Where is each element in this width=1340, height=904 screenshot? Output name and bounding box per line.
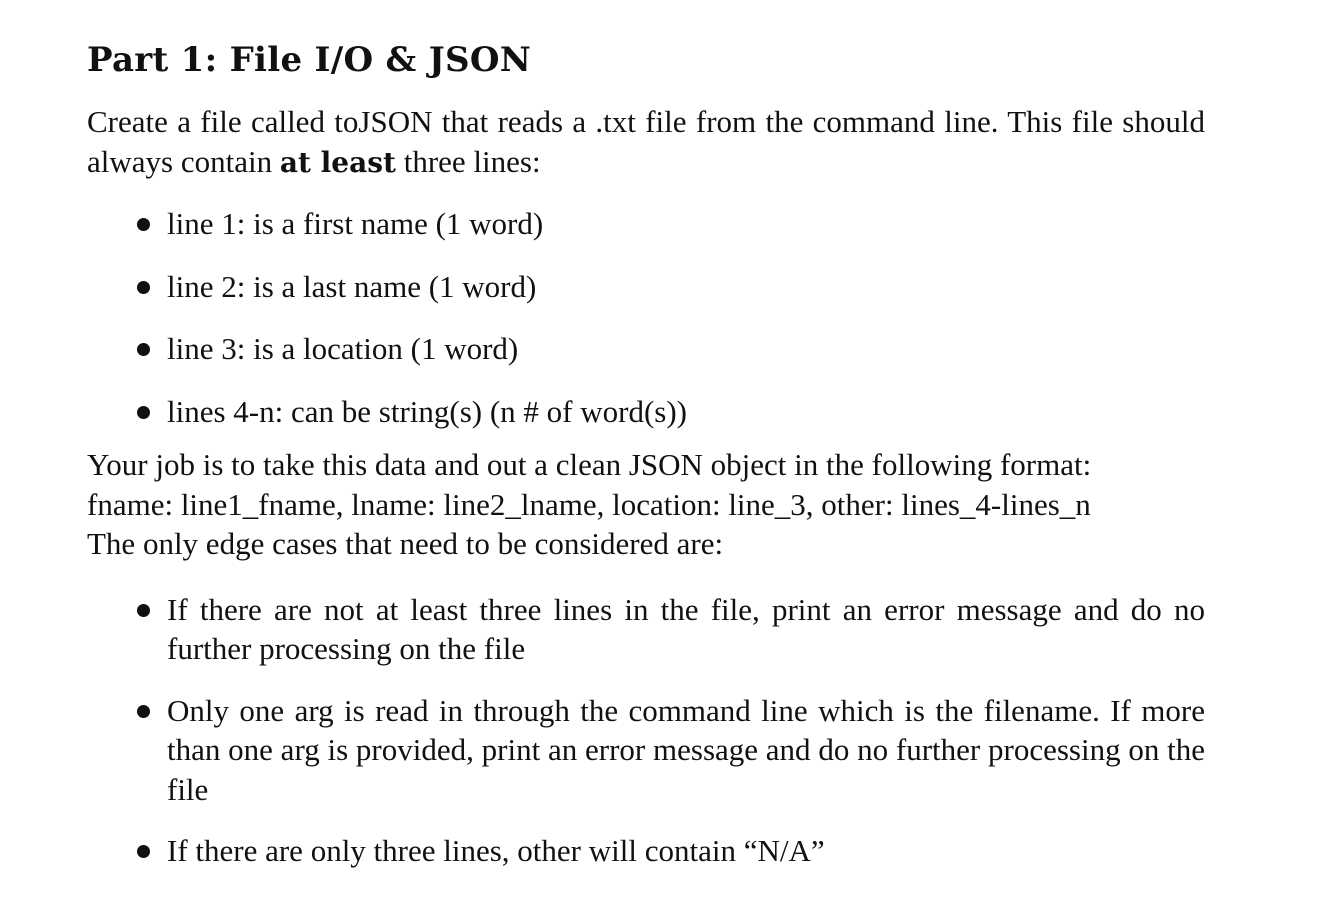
edge-case-list [87, 590, 1205, 871]
list-item [87, 590, 1205, 669]
list-item-text: line 2: is a last name (1 word) [167, 268, 537, 304]
job-line-3: The only edge cases that need to be considered are: [87, 526, 724, 561]
intro-bold-text: at least [279, 145, 396, 179]
list-item-text: lines 4-n: can be string(s) (n # of word(s)) [167, 393, 687, 429]
list-item [87, 329, 1205, 369]
bullet-icon [137, 343, 150, 356]
list-item-text: line 3: is a location (1 word) [167, 331, 519, 366]
bullet-icon [137, 406, 150, 419]
list-item-text: If there are only three lines, other will contain “N/A” [167, 833, 825, 868]
list-item [87, 831, 1205, 871]
bullet-icon [137, 281, 150, 294]
intro-paragraph [87, 102, 1205, 182]
intro-text: Create a file called toJSON that reads a .txt file from the command line. This file should always contain [87, 104, 1205, 179]
intro-text-end: three lines: [395, 143, 541, 179]
bullet-icon [137, 705, 150, 718]
list-item [87, 392, 1205, 432]
bullet-icon [137, 604, 150, 617]
job-paragraph [87, 445, 1205, 564]
list-item-text: line 1: is a first name (1 word) [167, 206, 544, 241]
list-item-text: If there are not at least three lines in the file, print an error message and do no further processing on the file [167, 591, 1205, 666]
job-format-line: fname: line1_fname, lname: line2_lname, location: line_3, other: lines_4-lines_n [87, 486, 1091, 522]
list-item [87, 204, 1205, 244]
document-page [87, 38, 1205, 871]
section-heading: Part 1: File I/O & JSON [87, 40, 532, 80]
format-list [87, 204, 1205, 431]
job-line-1: Your job is to take this data and out a clean JSON object in the following format: [87, 447, 1092, 482]
list-item-text: Only one arg is read in through the command line which is the filename. If more than one arg is provided, print an error message and do no further processing on the file [167, 692, 1205, 807]
list-item [87, 691, 1205, 810]
bullet-icon [137, 218, 150, 231]
bullet-icon [137, 845, 150, 858]
list-item [87, 267, 1205, 307]
